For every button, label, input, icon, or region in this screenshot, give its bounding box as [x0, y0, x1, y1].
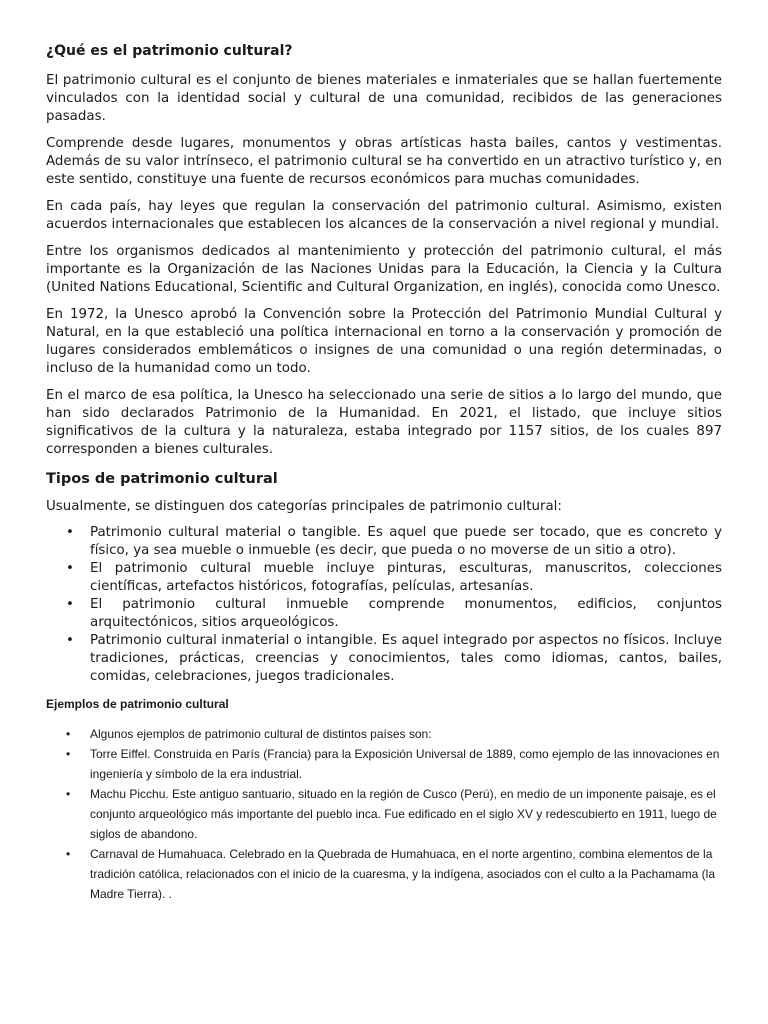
- list-item-text: Patrimonio cultural material o tangible. Es aquel que puede ser tocado, que es concreto y físico, ya sea mueble o inmueble (es decir, que pueda o no moverse de un sitio a otro).: [90, 525, 722, 558]
- list-item: [46, 560, 722, 596]
- section-heading-examples: Ejemplos de patrimonio cultural: [46, 697, 229, 711]
- list-item: [46, 596, 722, 632]
- paragraph: Entre los organismos dedicados al mantenimiento y protección del patrimonio cultural, el más importante es la Organización de las Naciones Unidas para la Educación, la Ciencia y la Cultura (United Nations Educational, Scientific and Cultural Organization, en inglés), conocida como Unesco.: [46, 244, 722, 295]
- types-list: [46, 524, 722, 686]
- examples-list: [46, 724, 722, 904]
- paragraph: El patrimonio cultural es el conjunto de bienes materiales e inmateriales que se hallan fuertemente vinculados con la identidad social y cultural de una comunidad, recibidos de las generaciones pasadas.: [46, 73, 722, 124]
- list-item: [46, 724, 722, 744]
- paragraph: En el marco de esa política, la Unesco ha seleccionado una serie de sitios a lo largo del mundo, que han sido declarados Patrimonio de la Humanidad. En 2021, el listado, que incluye sitios significativos de la cultura y la naturaleza, estaba integrado por 1157 sitios, de los cuales 897 corresponden a bienes culturales.: [46, 388, 722, 457]
- bullet-icon: •: [66, 525, 74, 540]
- list-item-text: El patrimonio cultural mueble incluye pinturas, esculturas, manuscritos, colecciones científicas, artefactos históricos, fotografías, películas, artesanías.: [90, 561, 722, 594]
- bullet-icon: •: [66, 633, 74, 648]
- section-heading-types: Tipos de patrimonio cultural: [46, 471, 278, 487]
- bullet-icon: •: [66, 847, 71, 861]
- list-item: [46, 784, 722, 844]
- list-item-text: Torre Eiffel. Construida en París (Francia) para la Exposición Universal de 1889, como ejemplo de las innovaciones en ingeniería y símbolo de la era industrial.: [90, 747, 720, 781]
- list-item-text: Algunos ejemplos de patrimonio cultural de distintos países son:: [90, 727, 432, 741]
- bullet-icon: •: [66, 727, 71, 741]
- bullet-icon: •: [66, 561, 74, 576]
- list-item-text: Machu Picchu. Este antiguo santuario, situado en la región de Cusco (Perú), en medio de un imponente paisaje, es el conjunto arqueológico más importante del pueblo inca. Fue edificado en el siglo XV y redescubierto en 1911, luego de siglos de abandono.: [90, 787, 717, 841]
- list-item: [46, 844, 722, 904]
- bullet-icon: •: [66, 787, 71, 801]
- page-title: ¿Qué es el patrimonio cultural?: [46, 43, 293, 59]
- list-item: [46, 632, 722, 686]
- paragraph: En 1972, la Unesco aprobó la Convención sobre la Protección del Patrimonio Mundial Cultural y Natural, en la que estableció una política internacional en torno a la conservación y promoción de lugares considerados emblemáticos o insignes de una comunidad o una región determinadas, o incluso de la humanidad como un todo.: [46, 307, 722, 376]
- document-page: [46, 40, 722, 904]
- list-item-text: Patrimonio cultural inmaterial o intangible. Es aquel integrado por aspectos no físicos. Incluye tradiciones, prácticas, creencias y conocimientos, tales como idiomas, cantos, bailes, comidas, celebraciones, juegos tradicionales.: [90, 633, 722, 684]
- list-item-text: El patrimonio cultural inmueble comprende monumentos, edificios, conjuntos arquitectónicos, sitios arqueológicos.: [90, 597, 722, 630]
- types-intro: Usualmente, se distinguen dos categorías principales de patrimonio cultural:: [46, 499, 562, 514]
- paragraph: Comprende desde lugares, monumentos y obras artísticas hasta bailes, cantos y vestimentas. Además de su valor intrínseco, el patrimonio cultural se ha convertido en un atractivo turístico y, en este sentido, constituye una fuente de recursos económicos para muchas comunidades.: [46, 136, 722, 187]
- list-item-text: Carnaval de Humahuaca. Celebrado en la Quebrada de Humahuaca, en el norte argentino, combina elementos de la tradición católica, relacionados con el inicio de la cuaresma, y la indígena, asociados con el culto a la Pachamama (la Madre Tierra). .: [90, 847, 716, 901]
- paragraph: En cada país, hay leyes que regulan la conservación del patrimonio cultural. Asimismo, existen acuerdos internacionales que establecen los alcances de la conservación a nivel regional y mundial.: [46, 199, 722, 232]
- list-item: [46, 524, 722, 560]
- bullet-icon: •: [66, 597, 74, 612]
- bullet-icon: •: [66, 747, 71, 761]
- list-item: [46, 744, 722, 784]
